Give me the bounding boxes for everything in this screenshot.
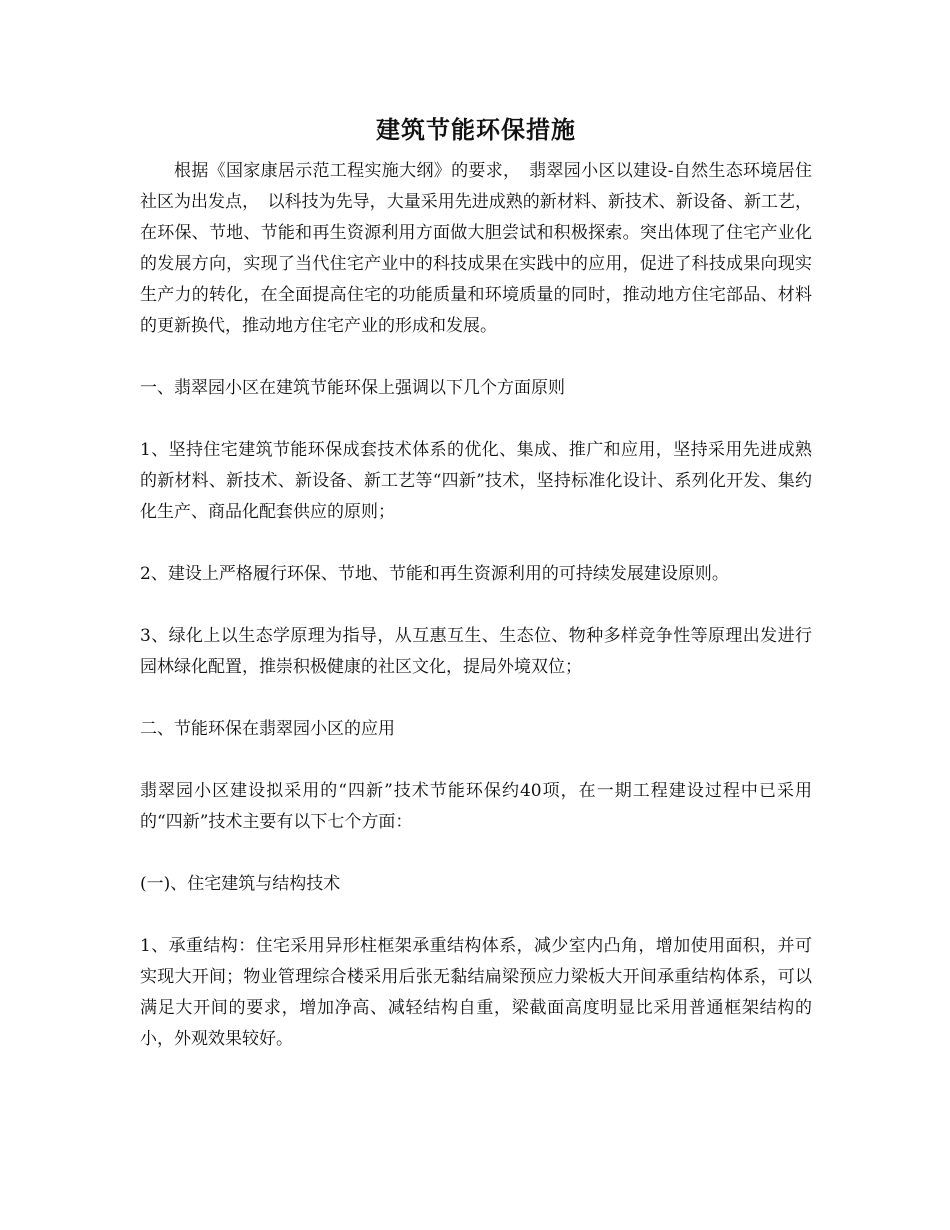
paragraph-gap [140,745,812,776]
document-title: 建筑节能环保措施 [376,115,576,144]
principle-1-paragraph: 1、坚持住宅建筑节能环保成套技术体系的优化、集成、推广和应用，坚持采用先进成熟的新材料、新技术、新设备、新工艺等“四新”技术，坚持标准化设计、系列化开发、集约化生产、商品化配套供应的原则； [140,440,812,522]
section-2-intro-paragraph: 翡翠园小区建设拟采用的“四新”技术节能环保约40项，在一期工程建设过程中已采用的“四新”技术主要有以下七个方面： [140,781,812,832]
item-1-paragraph: 1、承重结构：住宅采用异形柱框架承重结构体系，减少室内凸角，增加使用面积，并可实现大开间；物业管理综合楼采用后张无黏结扁梁预应力梁板大开间承重结构体系，可以满足大开间的要求，增加净高、减轻结构自重，梁截面高度明显比采用普通框架结构的小，外观效果较好。 [140,936,812,1049]
principle-2-paragraph: 2、建设上严格履行环保、节地、节能和再生资源利用的可持续发展建设原则。 [140,564,729,584]
principle-3-paragraph: 3、绿化上以生态学原理为指导，从互惠互生、生态位、物种多样竞争性等原理出发进行园林绿化配置，推崇积极健康的社区文化，提局外境双位； [140,626,812,677]
paragraph-gap [140,342,812,373]
paragraph-gap [140,900,812,931]
intro-paragraph: 根据《国家康居示范工程实施大纲》的要求， 翡翠园小区以建设-自然生态环境居住社区为出发点， 以科技为先导，大量采用先进成熟的新材料、新技术、新设备、新工艺，在环保、节地、节能和再生资源利用方面做大胆尝试和积极探索。突出体现了住宅产业化的发展方向，实现了当代住宅产业中的科技成果在实践中的应用，促进了科技成果向现实生产力的转化，在全面提高住宅的功能质量和环境质量的同时，推动地方住宅部品、材料的更新换代，推动地方住宅产业的形成和发展。 [140,161,812,336]
paragraph-gap [140,838,812,869]
section-2-heading: 二、节能环保在翡翠园小区的应用 [140,719,395,739]
document-page [140,112,812,1055]
paragraph-gap [140,683,812,714]
section-1-heading: 一、翡翠园小区在建筑节能环保上强调以下几个方面原则 [140,378,565,398]
paragraph-gap [140,404,812,435]
subsection-1-heading: (一)、住宅建筑与结构技术 [140,874,341,894]
paragraph-gap [140,590,812,621]
paragraph-gap [140,528,812,559]
